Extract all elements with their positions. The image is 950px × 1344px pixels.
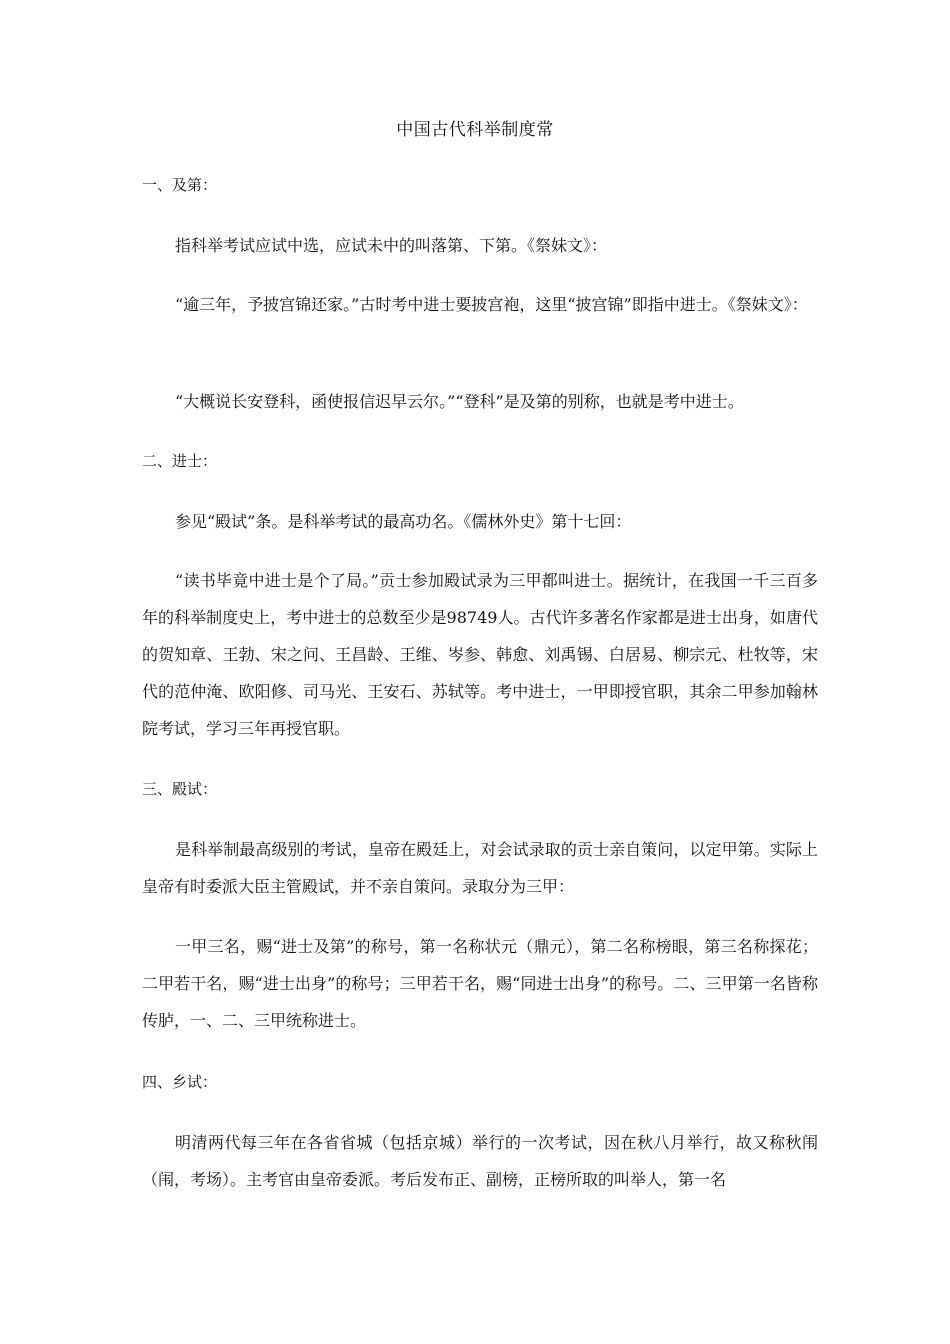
paragraph: “大概说长安登科，函使报信迟早云尔。”“登科”是及第的别称，也就是考中进士。 (175, 392, 744, 411)
section-heading-dianshi: 三、殿试： (142, 780, 218, 798)
paragraph: 一甲三名，赐“进士及第”的称号，第一名称状元（鼎元），第二名称榜眼，第三名称探花；二甲若干名，赐“进士出身”的称号；三甲若干名，赐“同进士出身”的称号。二、三甲第一名皆称传胪，一、二、三甲统称进士。 (142, 937, 818, 1030)
document-title: 中国古代科举制度常 (396, 120, 554, 140)
paragraph: 参见“殿试”条。是科举考试的最高功名。《儒林外史》第十七回： (175, 512, 632, 531)
section-heading-xiangshi: 四、乡试： (142, 1073, 218, 1091)
paragraph: “读书毕竟中进士是个了局。”贡士参加殿试录为三甲都叫进士。据统计，在我国一千三百多年的科举制度史上，考中进士的总数至少是98749人。古代许多著名作家都是进士出身，如唐代的贺知章、王勃、宋之问、王昌龄、王维、岑参、韩愈、刘禹锡、白居易、柳宗元、杜牧等，宋代的范仲淹、欧阳修、司马光、王安石、苏轼等。考中进士，一甲即授官职，其余二甲参加翰林院考试，学习三年再授官职。 (142, 571, 818, 738)
paragraph: 明清两代每三年在各省省城（包括京城）举行的一次考试，因在秋八月举行，故又称秋闱（闱，考场）。主考官由皇帝委派。考后发布正、副榜，正榜所取的叫举人，第一名 (142, 1133, 818, 1189)
paragraph: “逾三年，予披宫锦还家。”古时考中进士要披宫袍，这里“披宫锦”即指中进士。《祭妹文》： (175, 295, 808, 314)
paragraph: 指科举考试应试中选，应试未中的叫落第、下第。《祭妹文》： (175, 236, 608, 255)
section-heading-jidi: 一、及第： (142, 176, 218, 194)
paragraph: 是科举制最高级别的考试，皇帝在殿廷上，对会试录取的贡士亲自策问，以定甲第。实际上皇帝有时委派大臣主管殿试，并不亲自策问。录取分为三甲： (142, 840, 818, 896)
section-heading-jinshi: 二、进士： (142, 452, 218, 470)
